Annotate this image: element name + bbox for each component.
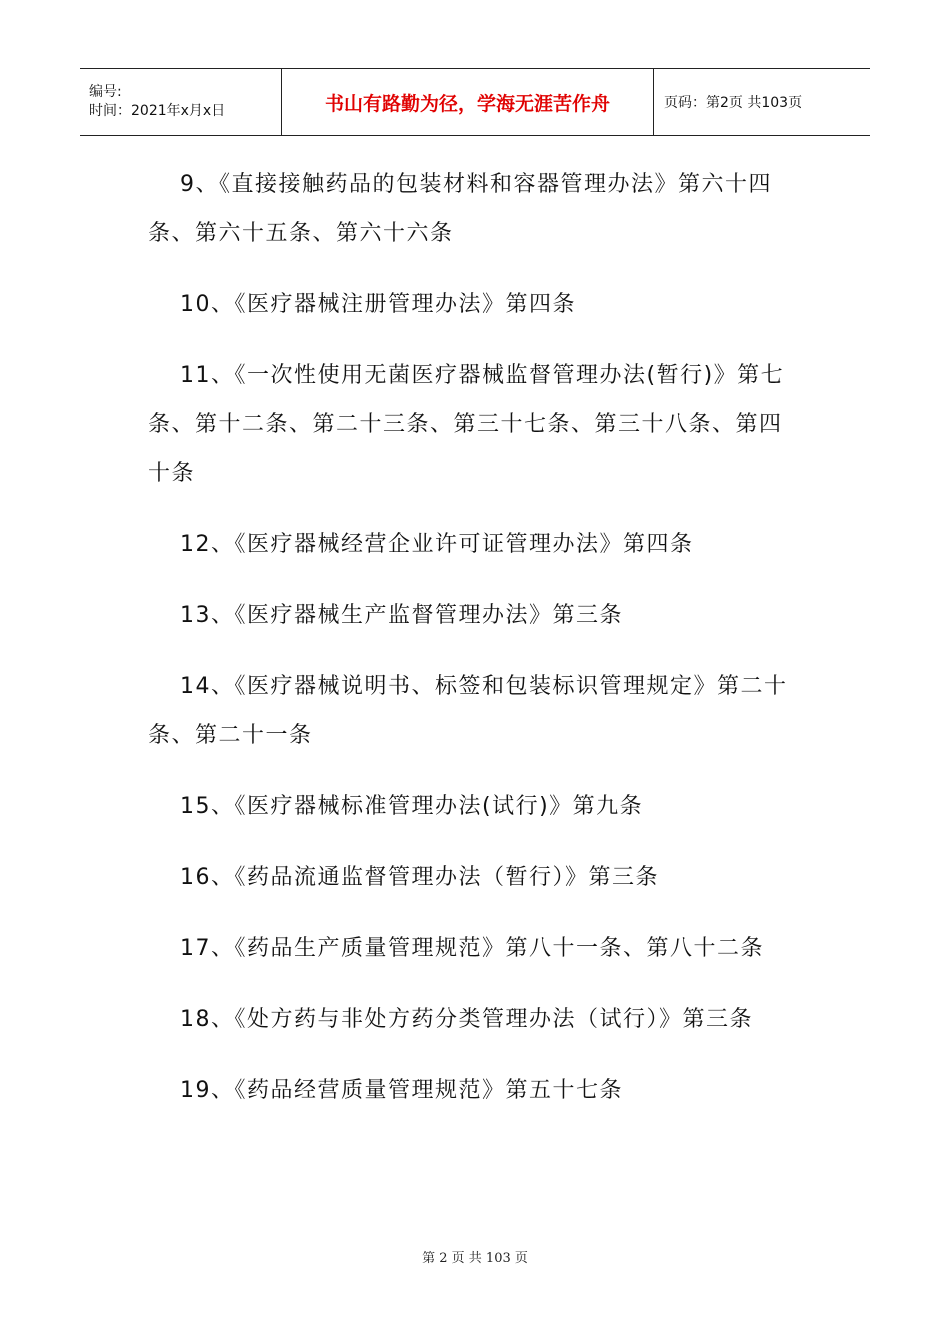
header-page-info: 页码：第2页 共103页 [664, 95, 803, 111]
list-item [148, 160, 800, 258]
list-item [148, 591, 800, 640]
document-code-label: 编号: [89, 84, 122, 100]
item-number: 19、 [180, 1078, 235, 1103]
item-text: 《医疗器械生产监督管理办法》第三条 [234, 603, 624, 628]
item-number: 18、 [180, 1007, 235, 1032]
document-time: 时间：2021年x月x日 [89, 103, 226, 119]
item-number: 10、 [180, 292, 235, 317]
item-number: 11、 [180, 363, 235, 388]
list-item [148, 995, 800, 1044]
page-header [80, 68, 870, 136]
item-number: 16、 [180, 865, 235, 890]
item-text: 《药品流通监督管理办法（暂行）》第三条 [234, 865, 660, 890]
item-number: 17、 [180, 936, 235, 961]
list-item [148, 280, 800, 329]
header-motto: 书山有路勤为径，学海无涯苦作舟 [324, 92, 610, 115]
header-page-cell [654, 69, 870, 135]
item-text: 《医疗器械经营企业许可证管理办法》第四条 [234, 532, 694, 557]
page-footer [0, 1247, 950, 1266]
header-motto-cell [282, 69, 654, 135]
item-number: 14、 [180, 674, 235, 699]
item-number: 15、 [180, 794, 235, 819]
item-text: 《医疗器械标准管理办法(试行)》第九条 [234, 794, 644, 819]
list-item [148, 853, 800, 902]
item-text: 《一次性使用无菌医疗器械监督管理办法(暂行)》第七条、第十二条、第二十三条、第三十七条、第三十八条、第四十条 [148, 363, 785, 486]
item-number: 13、 [180, 603, 235, 628]
header-meta [80, 69, 282, 135]
list-item [148, 1066, 800, 1115]
document-body [148, 160, 800, 1137]
item-text: 《药品生产质量管理规范》第八十一条、第八十二条 [234, 936, 765, 961]
list-item [148, 351, 800, 498]
list-item [148, 924, 800, 973]
item-number: 9、 [180, 172, 219, 197]
list-item [148, 782, 800, 831]
item-number: 12、 [180, 532, 235, 557]
item-text: 《医疗器械说明书、标签和包装标识管理规定》第二十条、第二十一条 [148, 674, 788, 748]
item-text: 《医疗器械注册管理办法》第四条 [234, 292, 577, 317]
list-item [148, 662, 800, 760]
list-item [148, 520, 800, 569]
footer-page-number: 第 2 页 共 103 页 [422, 1251, 528, 1266]
item-text: 《药品经营质量管理规范》第五十七条 [234, 1078, 624, 1103]
item-text: 《处方药与非处方药分类管理办法（试行）》第三条 [234, 1007, 754, 1032]
item-text: 《直接接触药品的包装材料和容器管理办法》第六十四条、第六十五条、第六十六条 [148, 172, 773, 246]
